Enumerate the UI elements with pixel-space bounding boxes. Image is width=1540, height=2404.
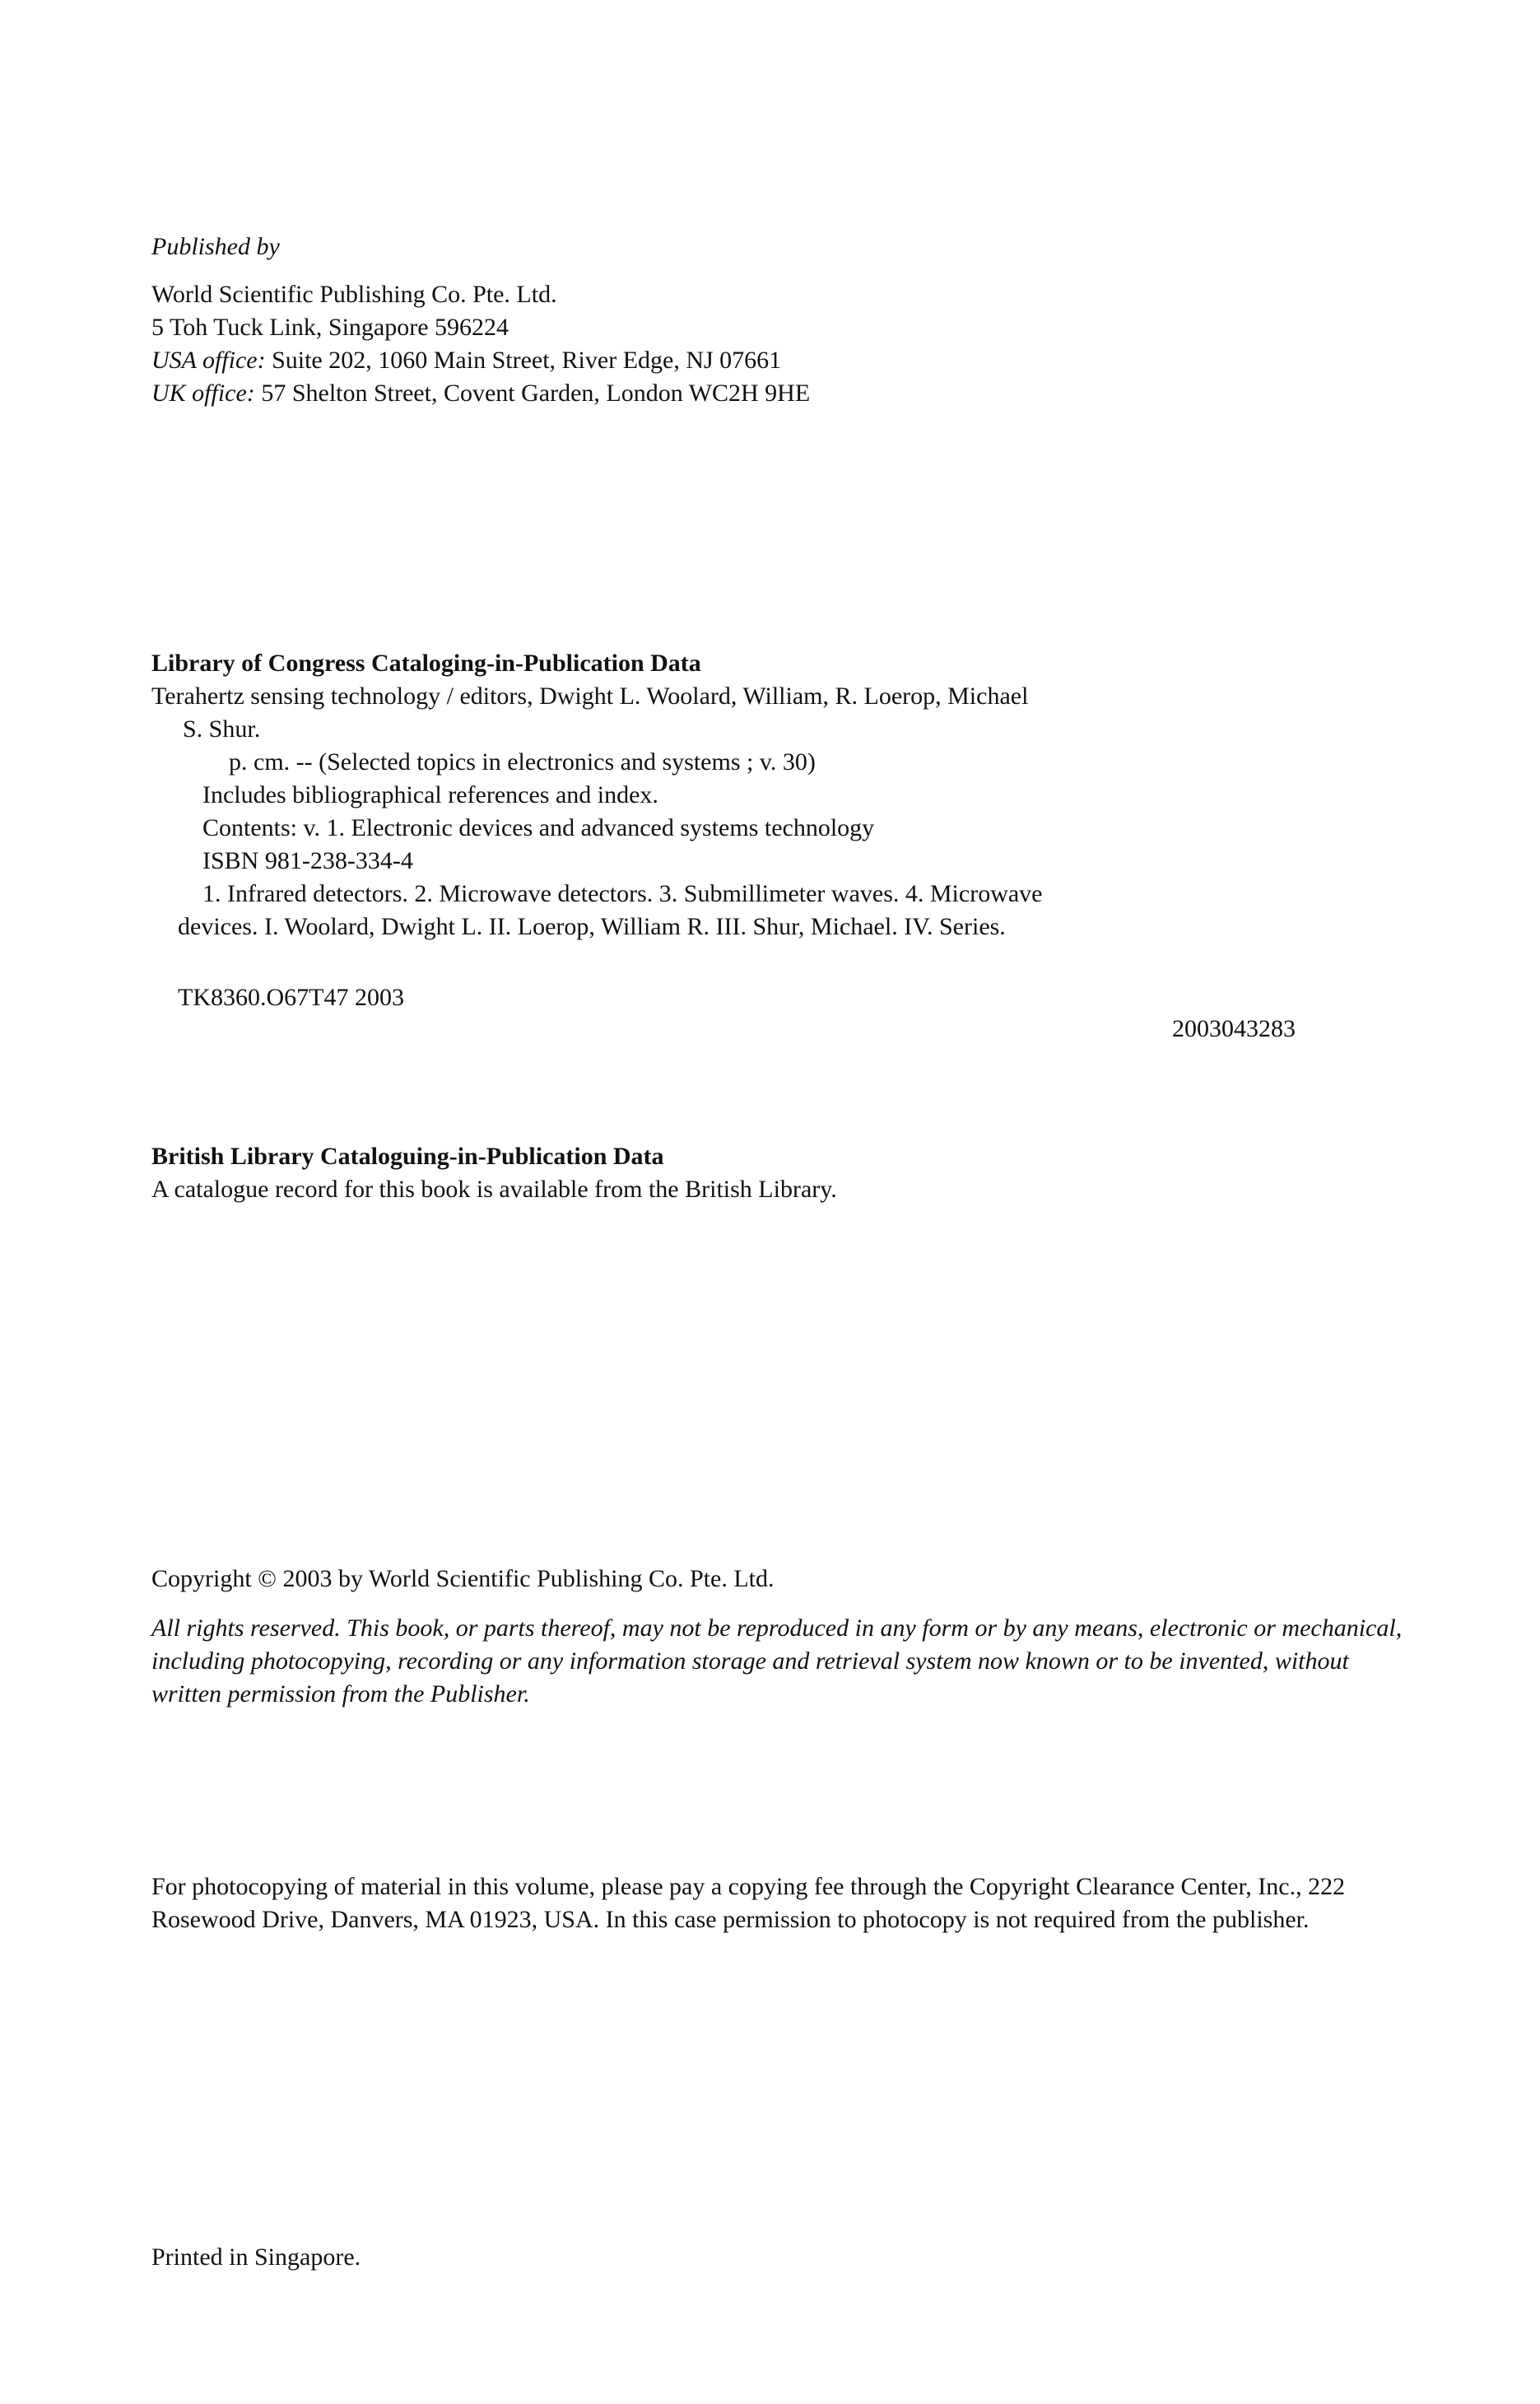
published-by-heading: Published by xyxy=(151,233,280,260)
loc-call-number: TK8360.O67T47 2003 xyxy=(178,984,404,1011)
loc-cip-section xyxy=(151,647,1403,943)
loc-contents-line: Contents: v. 1. Electronic devices and advanced systems technology xyxy=(202,814,875,841)
publisher-address: 5 Toh Tuck Link, Singapore 596224 xyxy=(151,314,509,341)
british-library-heading: British Library Cataloguing-in-Publication Data xyxy=(151,1143,664,1170)
loc-subjects-line: 1. Infrared detectors. 2. Microwave detectors. 3. Submillimeter waves. 4. Microwave xyxy=(202,880,1043,907)
loc-title-line: Terahertz sensing technology / editors, Dwight L. Woolard, William, R. Loerop, Michael xyxy=(151,683,1029,710)
copyright-section xyxy=(151,1563,1403,1596)
published-by-section xyxy=(151,231,1403,263)
loc-control-number: 2003043283 xyxy=(1172,1015,1296,1042)
rights-section xyxy=(151,1612,1403,1711)
publisher-name: World Scientific Publishing Co. Pte. Ltd. xyxy=(151,281,557,308)
loc-heading: Library of Congress Cataloging-in-Publication Data xyxy=(151,650,701,677)
british-library-section xyxy=(151,1140,1403,1206)
rights-statement: All rights reserved. This book, or parts thereof, may not be reproduced in any form or by any means, electronic or mechanical, including photocopying, recording or any information storage and retrieval system now known or to be invented, without written permission from the Publisher. xyxy=(151,1614,1403,1707)
uk-office-line xyxy=(151,377,1403,410)
loc-series-line: p. cm. -- (Selected topics in electronics and systems ; v. 30) xyxy=(229,748,816,776)
usa-office-address: Suite 202, 1060 Main Street, River Edge, NJ 07661 xyxy=(265,347,782,374)
printed-section xyxy=(151,2241,1403,2274)
loc-subjects-continued: devices. I. Woolard, Dwight L. II. Loerop, William R. III. Shur, Michael. IV. Series. xyxy=(178,913,1006,940)
photocopy-section xyxy=(151,1871,1403,1936)
loc-isbn-line: ISBN 981-238-334-4 xyxy=(202,847,413,874)
uk-office-address: 57 Shelton Street, Covent Garden, London WC2H 9HE xyxy=(254,380,811,407)
loc-title-continued: S. Shur. xyxy=(183,715,261,743)
copyright-line: Copyright © 2003 by World Scientific Publishing Co. Pte. Ltd. xyxy=(151,1565,775,1592)
photocopy-notice: For photocopying of material in this volume, please pay a copying fee through the Copyright Clearance Center, Inc., 222 Rosewood Drive, Danvers, MA 01923, USA. In this case permission to photocopy is not required from the publisher. xyxy=(151,1873,1346,1933)
loc-bibliography-line: Includes bibliographical references and index. xyxy=(202,781,658,808)
british-library-text: A catalogue record for this book is available from the British Library. xyxy=(151,1176,837,1203)
uk-office-label: UK office: xyxy=(151,380,255,407)
publisher-addresses xyxy=(151,278,1403,410)
usa-office-line xyxy=(151,344,1403,377)
usa-office-label: USA office: xyxy=(151,347,266,374)
printed-in: Printed in Singapore. xyxy=(151,2243,361,2271)
loc-call-number-block xyxy=(151,981,1403,1014)
